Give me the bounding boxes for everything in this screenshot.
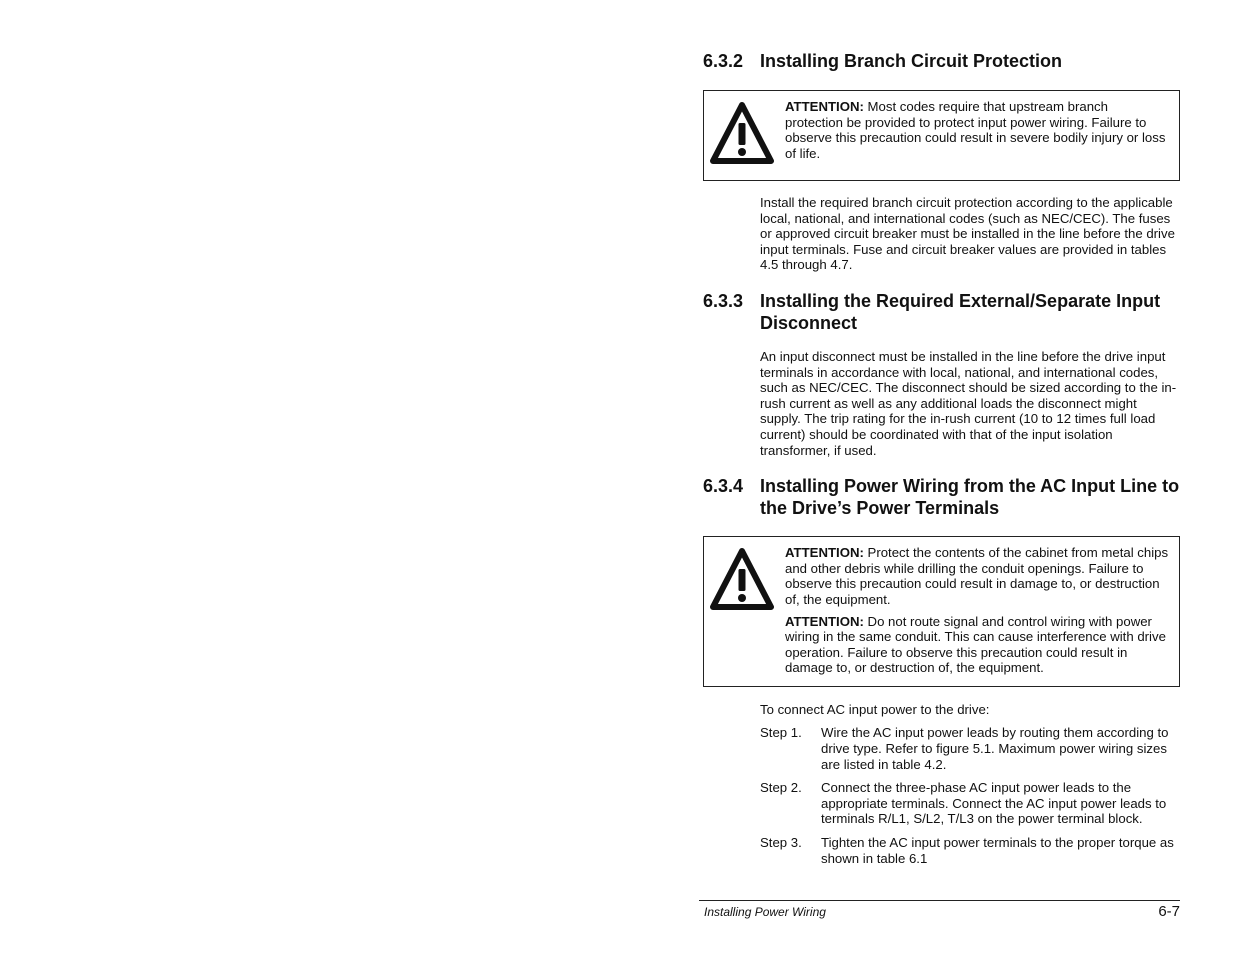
page-number: 6-7	[1158, 903, 1180, 920]
attention-label: ATTENTION:	[785, 613, 864, 629]
attention-text	[780, 99, 1169, 170]
section-number: 6.3.2	[703, 51, 744, 71]
body-paragraph: An input disconnect must be installed in the line before the drive input terminals in accordance with local, national, and international codes, such as NEC/CEC. The disconnect should be sized according to the in-rush current as well as any additional loads the disconnect might supply. The trip rating for the in-rush current (10 to 12 times full load current) should be coordinated with that of the input isolation transformer, if used.	[760, 348, 1177, 458]
attention-message: Do not route signal and control wiring with power wiring in the same conduit. This can cause interference with drive operation. Failure to observe this precaution could result in damage to, or destruction of, the equipment.	[785, 613, 1166, 676]
warning-triangle-icon	[710, 545, 780, 676]
attention-message: Most codes require that upstream branch protection be provided to protect input power wiring. Failure to observe this precaution could result in severe bodily injury or loss of life.	[785, 99, 1166, 161]
step-text: Wire the AC input power leads by routing them according to drive type. Refer to figure 5.1. Maximum power wiring sizes are listed in table 4.2.	[821, 725, 1169, 772]
step-number: Step 2.	[760, 780, 802, 796]
warning-triangle-icon	[710, 99, 780, 170]
section-heading-6-3-2	[703, 50, 1180, 72]
attention-label: ATTENTION:	[785, 99, 864, 114]
step-text: Connect the three-phase AC input power leads to the appropriate terminals. Connect the AC input power leads to terminals R/L1, S/L2, T/L3 on the power terminal block.	[821, 780, 1167, 827]
section-heading-6-3-3	[703, 290, 1180, 334]
attention-text	[780, 545, 1169, 676]
page-footer	[699, 900, 1180, 920]
attention-box	[703, 90, 1180, 181]
attention-message: Protect the contents of the cabinet from metal chips and other debris while drilling the conduit openings. Failure to observe this precaution could result in damage to, or destruction of, the equipment.	[785, 545, 1169, 607]
step-text: Tighten the AC input power terminals to the proper torque as shown in table 6.1	[821, 835, 1174, 866]
steps-intro: To connect AC input power to the drive:	[760, 701, 990, 717]
page-content	[703, 50, 1180, 866]
attention-label: ATTENTION:	[785, 545, 864, 561]
section-number: 6.3.4	[703, 476, 744, 497]
attention-box	[703, 536, 1180, 687]
step-item	[760, 725, 1180, 772]
footer-chapter-title: Installing Power Wiring	[704, 905, 826, 919]
section-title: Installing Branch Circuit Protection	[760, 51, 1063, 71]
body-paragraph: Install the required branch circuit protection according to the applicable local, national, and international codes (such as NEC/CEC). The fuses or approved circuit breaker must be installed in the line before the drive input terminals. Fuse and circuit breaker values are provided in tables 4.5 through 4.7.	[760, 195, 1175, 273]
step-number: Step 3.	[760, 835, 802, 851]
step-number: Step 1.	[760, 725, 802, 741]
step-item	[760, 780, 1180, 827]
section-title: Installing the Required External/Separate Input Disconnect	[760, 290, 1161, 333]
section-number: 6.3.3	[703, 290, 744, 311]
section-heading-6-3-4	[703, 475, 1180, 519]
step-item	[760, 835, 1180, 866]
section-title: Installing Power Wiring from the AC Input Line to the Drive’s Power Terminals	[760, 476, 1180, 519]
